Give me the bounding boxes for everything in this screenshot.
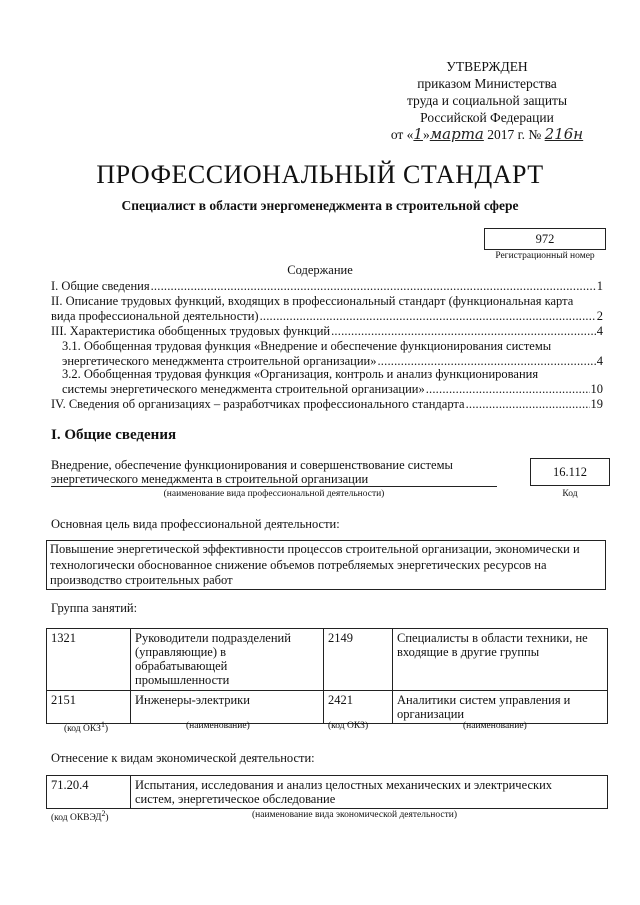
okz-code: 2149	[324, 629, 393, 691]
approval-title: УТВЕРЖДЕН	[446, 59, 528, 74]
toc-heading: Содержание	[287, 263, 353, 277]
activity-name: Внедрение, обеспечение функционирования и совершенствование системы энергетического менеджмента в строительной организации	[51, 458, 497, 487]
group-label: Группа занятий:	[51, 601, 138, 615]
okved-name: Испытания, исследования и анализ целостных механических и электрических систем, энергетическое обследование	[131, 776, 608, 809]
activity-caption: (наименование вида профессиональной деятельности)	[163, 489, 385, 499]
okz-code-caption: (код ОКЗ$^1$)	[64, 720, 109, 735]
okz-name: Специалисты в области техники, не входящие в другие группы	[393, 629, 608, 691]
registration-number-box: 972	[484, 228, 606, 250]
section-heading: I. Общие сведения	[51, 427, 177, 443]
handwritten-day: 1	[413, 125, 423, 143]
registration-caption: Регистрационный номер	[495, 251, 595, 261]
approval-line: труда и социальной защиты	[406, 93, 568, 108]
okz-code: 2421	[324, 691, 393, 724]
approval-date: от «1»марта 2017 г. № 216н	[390, 125, 584, 143]
okved-code: 71.20.4	[47, 776, 131, 809]
toc-item[interactable]: III. Характеристика обобщенных трудовых функций ..... 4	[51, 324, 603, 339]
toc-leader	[426, 382, 590, 397]
okz-name: Аналитики систем управления и организации	[393, 691, 608, 724]
occupation-group-table	[46, 628, 608, 724]
toc-item[interactable]: 3.1. Обобщенная трудовая функция «Внедрение и обеспечение функционирования системы энергетического менеджмента строительной организации» ..... 4	[62, 339, 603, 369]
table-row	[47, 691, 608, 724]
toc-item[interactable]: 3.2. Обобщенная трудовая функция «Организация, контроль и анализ функционирования системы энергетического менеджмента строительной организации» ..... 10	[62, 367, 603, 397]
okz-name: Руководители подразделений (управляющие) в обрабатывающей промышленности	[131, 629, 324, 691]
toc-item[interactable]: IV. Сведения об организациях – разработчиках профессионального стандарта ..... 19	[51, 397, 603, 412]
document-subtitle: Специалист в области энергоменеджмента в строительной сфере	[121, 198, 519, 213]
handwritten-month: марта	[429, 125, 484, 143]
activity-code-box: 16.112	[530, 458, 610, 486]
document-title: ПРОФЕССИОНАЛЬНЫЙ СТАНДАРТ	[96, 160, 544, 189]
toc-item[interactable]: II. Описание трудовых функций, входящих в профессиональный стандарт (функциональная карта вида профессиональной деятельности) ..... 2	[51, 294, 603, 324]
approval-block	[372, 58, 602, 143]
goal-label: Основная цель вида профессиональной деятельности:	[51, 517, 340, 531]
toc-leader	[466, 397, 590, 412]
econ-activity-table	[46, 775, 608, 809]
toc-leader	[151, 279, 596, 294]
toc-leader	[260, 309, 596, 324]
goal-box: Повышение энергетической эффективности процессов строительной организации, экономически и технологически обоснованное снижение объемов потребляемых энергетических ресурсов на производство строительных работ	[46, 540, 606, 590]
approval-line: приказом Министерства	[417, 76, 557, 91]
toc-leader	[331, 324, 596, 339]
toc-item[interactable]: I. Общие сведения ..... 1	[51, 279, 603, 294]
table-row	[47, 629, 608, 691]
okz-code-caption: (код ОКЗ)	[328, 721, 369, 731]
okz-code: 1321	[47, 629, 131, 691]
table-row	[47, 776, 608, 809]
okz-name-caption: (наименование)	[186, 721, 250, 731]
okved-code-caption: (код ОКВЭД$^2$)	[51, 809, 109, 824]
code-caption: Код	[562, 489, 578, 499]
okz-code: 2151	[47, 691, 131, 724]
econ-label: Отнесение к видам экономической деятельности:	[51, 751, 315, 765]
okz-name: Инженеры-электрики	[131, 691, 324, 724]
okved-name-caption: (наименование вида экономической деятельности)	[252, 810, 457, 820]
approval-line: Российской Федерации	[420, 110, 554, 125]
okz-name-caption: (наименование)	[463, 721, 527, 731]
handwritten-number: 216н	[544, 125, 584, 143]
